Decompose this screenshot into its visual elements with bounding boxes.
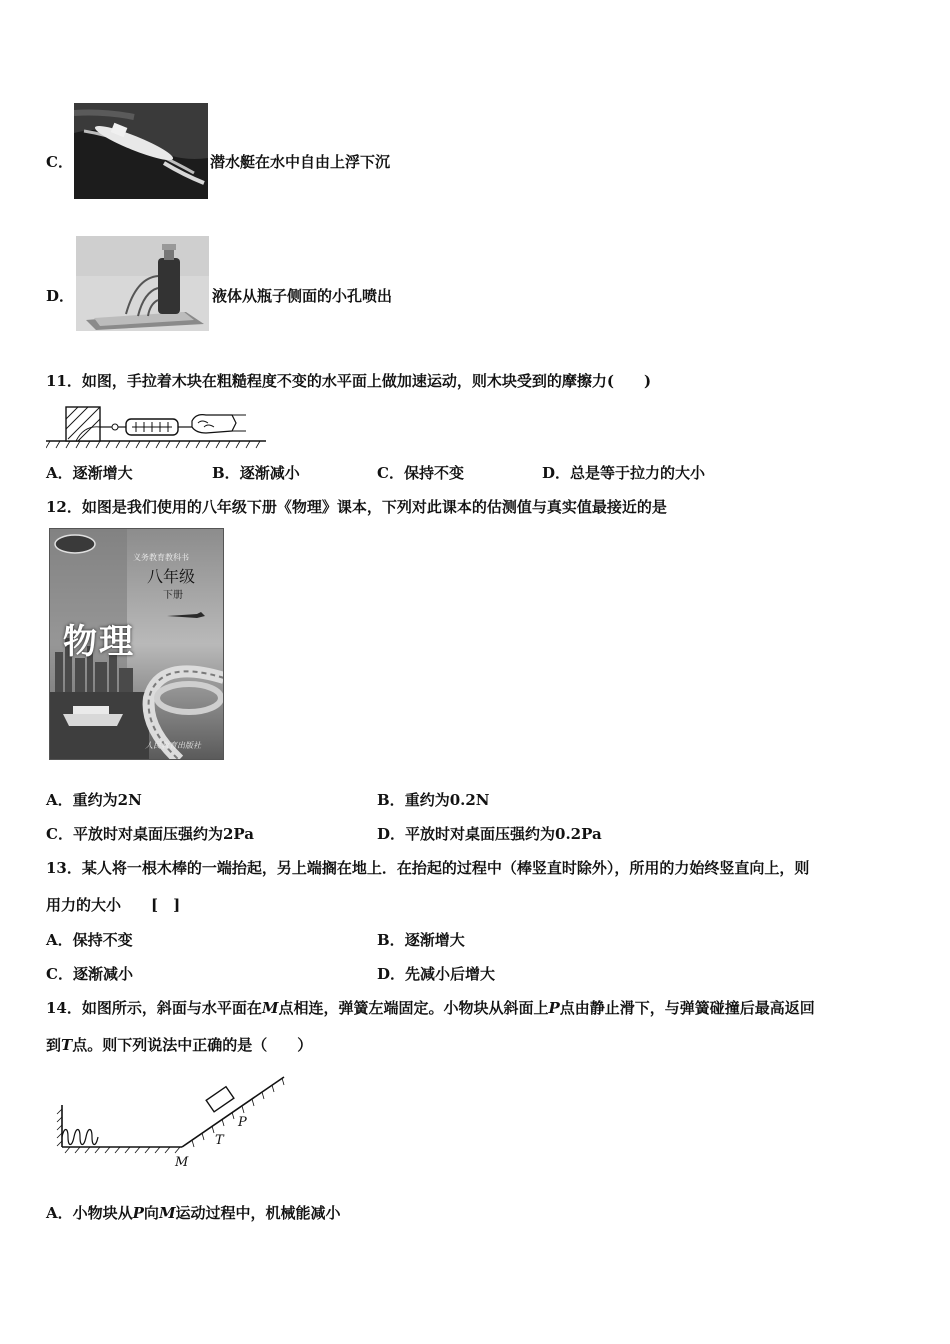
q13-stem-line2: 用力的大小 [ ] — [46, 896, 181, 914]
q11-option-b: B．逐渐减小 — [212, 464, 300, 482]
book-title: 物理 — [63, 622, 135, 662]
q14-stem-line1: 14．如图所示，斜面与水平面在M点相连，弹簧左端固定。小物块从斜面上P点由静止滑下，与弹簧碰撞后最高返回 — [46, 999, 815, 1017]
q13-option-b: B．逐渐增大 — [377, 931, 465, 949]
q11-figure — [46, 401, 268, 451]
bottle-jet-photo — [76, 236, 209, 331]
physics-textbook-cover — [49, 528, 224, 760]
book-volume: 下册 — [163, 590, 183, 601]
label-t: T — [215, 1133, 224, 1148]
book-publisher: 人民教育出版社 — [145, 741, 201, 750]
q13-stem-line1: 13．某人将一根木棒的一端抬起，另上端搁在地上．在抬起的过程中（棒竖直时除外），所用的力始终竖直向上，则 — [46, 859, 810, 877]
book-grade: 八年级 — [147, 567, 196, 586]
label-p: P — [238, 1115, 247, 1130]
q14-figure — [56, 1075, 292, 1175]
q10-option-c-letter: C． — [46, 153, 73, 171]
q12-option-a: A．重约为2N — [46, 791, 142, 809]
q11-option-a: A．逐渐增大 — [46, 464, 133, 482]
q13-option-d: D．先减小后增大 — [377, 965, 496, 983]
q11-stem: 11．如图，手拉着木块在粗糙程度不变的水平面上做加速运动，则木块受到的摩擦力( ) — [46, 372, 652, 390]
q12-option-d: D．平放时对桌面压强约为0.2Pa — [377, 825, 602, 843]
q14-stem-line2: 到T点。则下列说法中正确的是（ ） — [46, 1036, 313, 1054]
q12-option-b: B．重约为0.2N — [377, 791, 490, 809]
q10-option-d-letter: D． — [46, 287, 75, 305]
q10-option-d-text: 液体从瓶子侧面的小孔喷出 — [212, 287, 393, 305]
q13-option-a: A．保持不变 — [46, 931, 133, 949]
q13-option-c: C．逐渐减小 — [46, 965, 133, 983]
label-m: M — [175, 1155, 189, 1170]
q11-option-d: D．总是等于拉力的大小 — [542, 464, 706, 482]
book-series: 义务教育教科书 — [133, 553, 189, 562]
q10-option-c-text: 潜水艇在水中自由上浮下沉 — [210, 153, 391, 171]
q12-option-c: C．平放时对桌面压强约为2Pa — [46, 825, 254, 843]
submarine-photo — [74, 103, 208, 199]
q11-option-c: C．保持不变 — [377, 464, 464, 482]
q14-option-a: A．小物块从P向M运动过程中，机械能减小 — [46, 1204, 341, 1222]
q12-stem: 12．如图是我们使用的八年级下册《物理》课本，下列对此课本的估测值与真实值最接近的是 — [46, 498, 667, 516]
